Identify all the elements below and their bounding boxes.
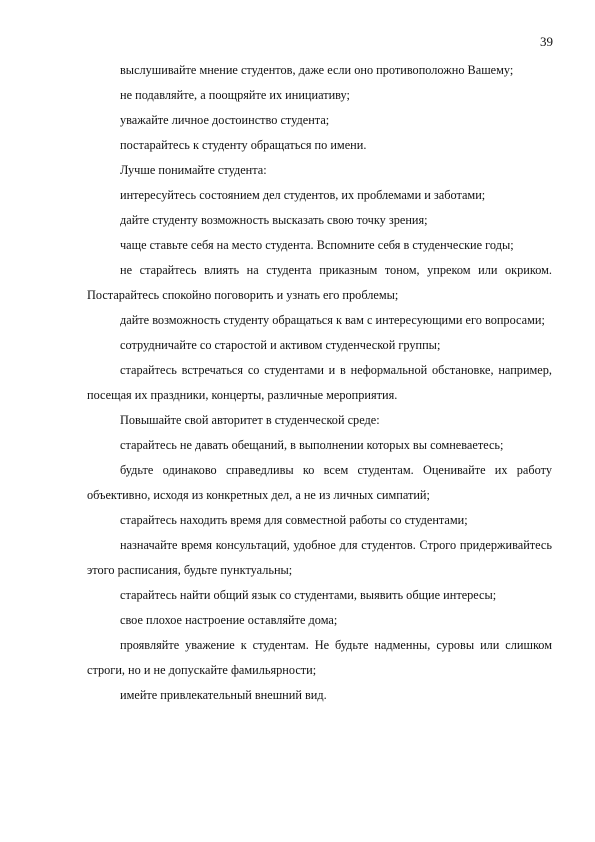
paragraph: свое плохое настроение оставляйте дома; (120, 613, 338, 627)
paragraph: Повышайте свой авторитет в студенческой среде: (120, 413, 380, 427)
paragraph: старайтесь не давать обещаний, в выполнении которых вы сомневаетесь; (120, 438, 504, 452)
paragraph: Лучше понимайте студента: (120, 163, 267, 177)
paragraph: дайте возможность студенту обращаться к вам с интересующими его вопросами; (120, 313, 545, 327)
paragraph: дайте студенту возможность высказать свою точку зрения; (120, 213, 428, 227)
paragraph: постарайтесь к студенту обращаться по имени. (120, 138, 367, 152)
paragraph: уважайте личное достоинство студента; (120, 113, 330, 127)
paragraph: не старайтесь влиять на студента приказным тоном, упреком или окриком. Постарайтесь спокойно поговорить и узнать его проблемы; (87, 263, 552, 302)
paragraph: проявляйте уважение к студентам. Не будьте надменны, суровы или слишком строги, но и не допускайте фамильярности; (87, 638, 552, 677)
paragraph: интересуйтесь состоянием дел студентов, их проблемами и заботами; (120, 188, 486, 202)
paragraph: выслушивайте мнение студентов, даже если оно противоположно Вашему; (120, 63, 514, 77)
page-number: 39 (540, 34, 553, 49)
paragraph: не подавляйте, а поощряйте их инициативу; (120, 88, 350, 102)
paragraph: назначайте время консультаций, удобное для студентов. Строго придерживайтесь этого расписания, будьте пунктуальны; (87, 538, 552, 577)
paragraph: сотрудничайте со старостой и активом студенческой группы; (120, 338, 441, 352)
paragraph: старайтесь найти общий язык со студентами, выявить общие интересы; (120, 588, 497, 602)
paragraph: будьте одинаково справедливы ко всем студентам. Оценивайте их работу объективно, исходя из конкретных дел, а не из личных симпатий; (87, 463, 552, 502)
page-body (87, 58, 552, 708)
paragraph: старайтесь встречаться со студентами и в неформальной обстановке, например, посещая их праздники, концерты, различные мероприятия. (87, 363, 552, 402)
paragraph: старайтесь находить время для совместной работы со студентами; (120, 513, 468, 527)
paragraph: чаще ставьте себя на место студента. Вспомните себя в студенческие годы; (120, 238, 514, 252)
paragraph: имейте привлекательный внешний вид. (120, 688, 327, 702)
